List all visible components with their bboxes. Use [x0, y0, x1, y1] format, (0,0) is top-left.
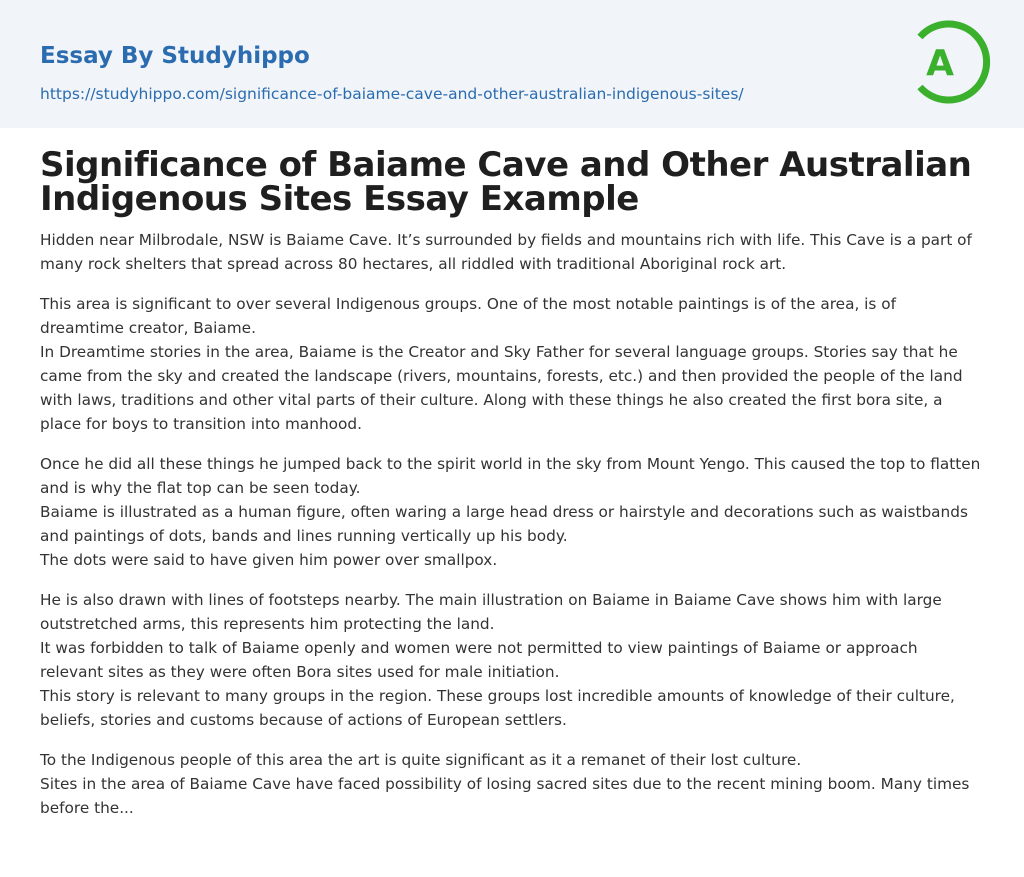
paragraph-line: This area is significant to over several Indigenous groups. One of the most notable paintings is of the area, is of dreamtime creator, Baiame.	[40, 295, 896, 337]
paragraph-line: Sites in the area of Baiame Cave have faced possibility of losing sacred sites due to the recent mining boom. Many times before the...	[40, 775, 970, 817]
paragraph-line: He is also drawn with lines of footsteps nearby. The main illustration on Baiame in Baiame Cave shows him with large outstretched arms, this represents him protecting the land.	[40, 591, 942, 633]
paragraph-line: Once he did all these things he jumped back to the spirit world in the sky from Mount Yengo. This caused the top to flatten and is why the flat top can be seen today.	[40, 455, 981, 497]
paragraph-line: Baiame is illustrated as a human figure, often waring a large head dress or hairstyle and decorations such as waistbands and paintings of dots, bands and lines running vertically up his body.	[40, 503, 968, 545]
paragraph-line: The dots were said to have given him power over smallpox.	[40, 551, 498, 569]
essay-title: Significance of Baiame Cave and Other Australian Indigenous Sites Essay Example	[40, 145, 972, 219]
logo-letter: A	[926, 43, 954, 84]
paragraph-line: In Dreamtime stories in the area, Baiame is the Creator and Sky Father for several language groups. Stories say that he came from the sky and created the landscape (rivers, mountains, forests, etc.) and then provided the people of the land with laws, traditions and other vital parts of their culture. Along with these things he also created the first bora site, a place for boys to transition into manhood.	[40, 343, 963, 433]
paragraph-2	[40, 292, 984, 436]
paragraph-5	[40, 748, 984, 820]
paragraph-3	[40, 452, 984, 572]
studyhippo-logo-icon[interactable]	[906, 12, 996, 112]
paragraph-4	[40, 588, 984, 732]
source-url-link[interactable]: https://studyhippo.com/significance-of-baiame-cave-and-other-australian-indigenous-sites/	[40, 85, 744, 103]
site-header	[0, 0, 1024, 128]
paragraph-line: This story is relevant to many groups in the region. These groups lost incredible amounts of knowledge of their culture, beliefs, stories and customs because of actions of European settlers.	[40, 687, 955, 729]
paragraph-1	[40, 228, 984, 276]
paragraph-line: To the Indigenous people of this area the art is quite significant as it a remanet of their lost culture.	[40, 751, 802, 769]
brand-title[interactable]: Essay By Studyhippo	[40, 43, 310, 69]
essay-content	[40, 145, 984, 836]
paragraph-line: Hidden near Milbrodale, NSW is Baiame Cave. It’s surrounded by fields and mountains rich with life. This Cave is a part of many rock shelters that spread across 80 hectares, all riddled with traditional Aboriginal rock art.	[40, 231, 972, 273]
paragraph-line: It was forbidden to talk of Baiame openly and women were not permitted to view paintings of Baiame or approach relevant sites as they were often Bora sites used for male initiation.	[40, 639, 918, 681]
